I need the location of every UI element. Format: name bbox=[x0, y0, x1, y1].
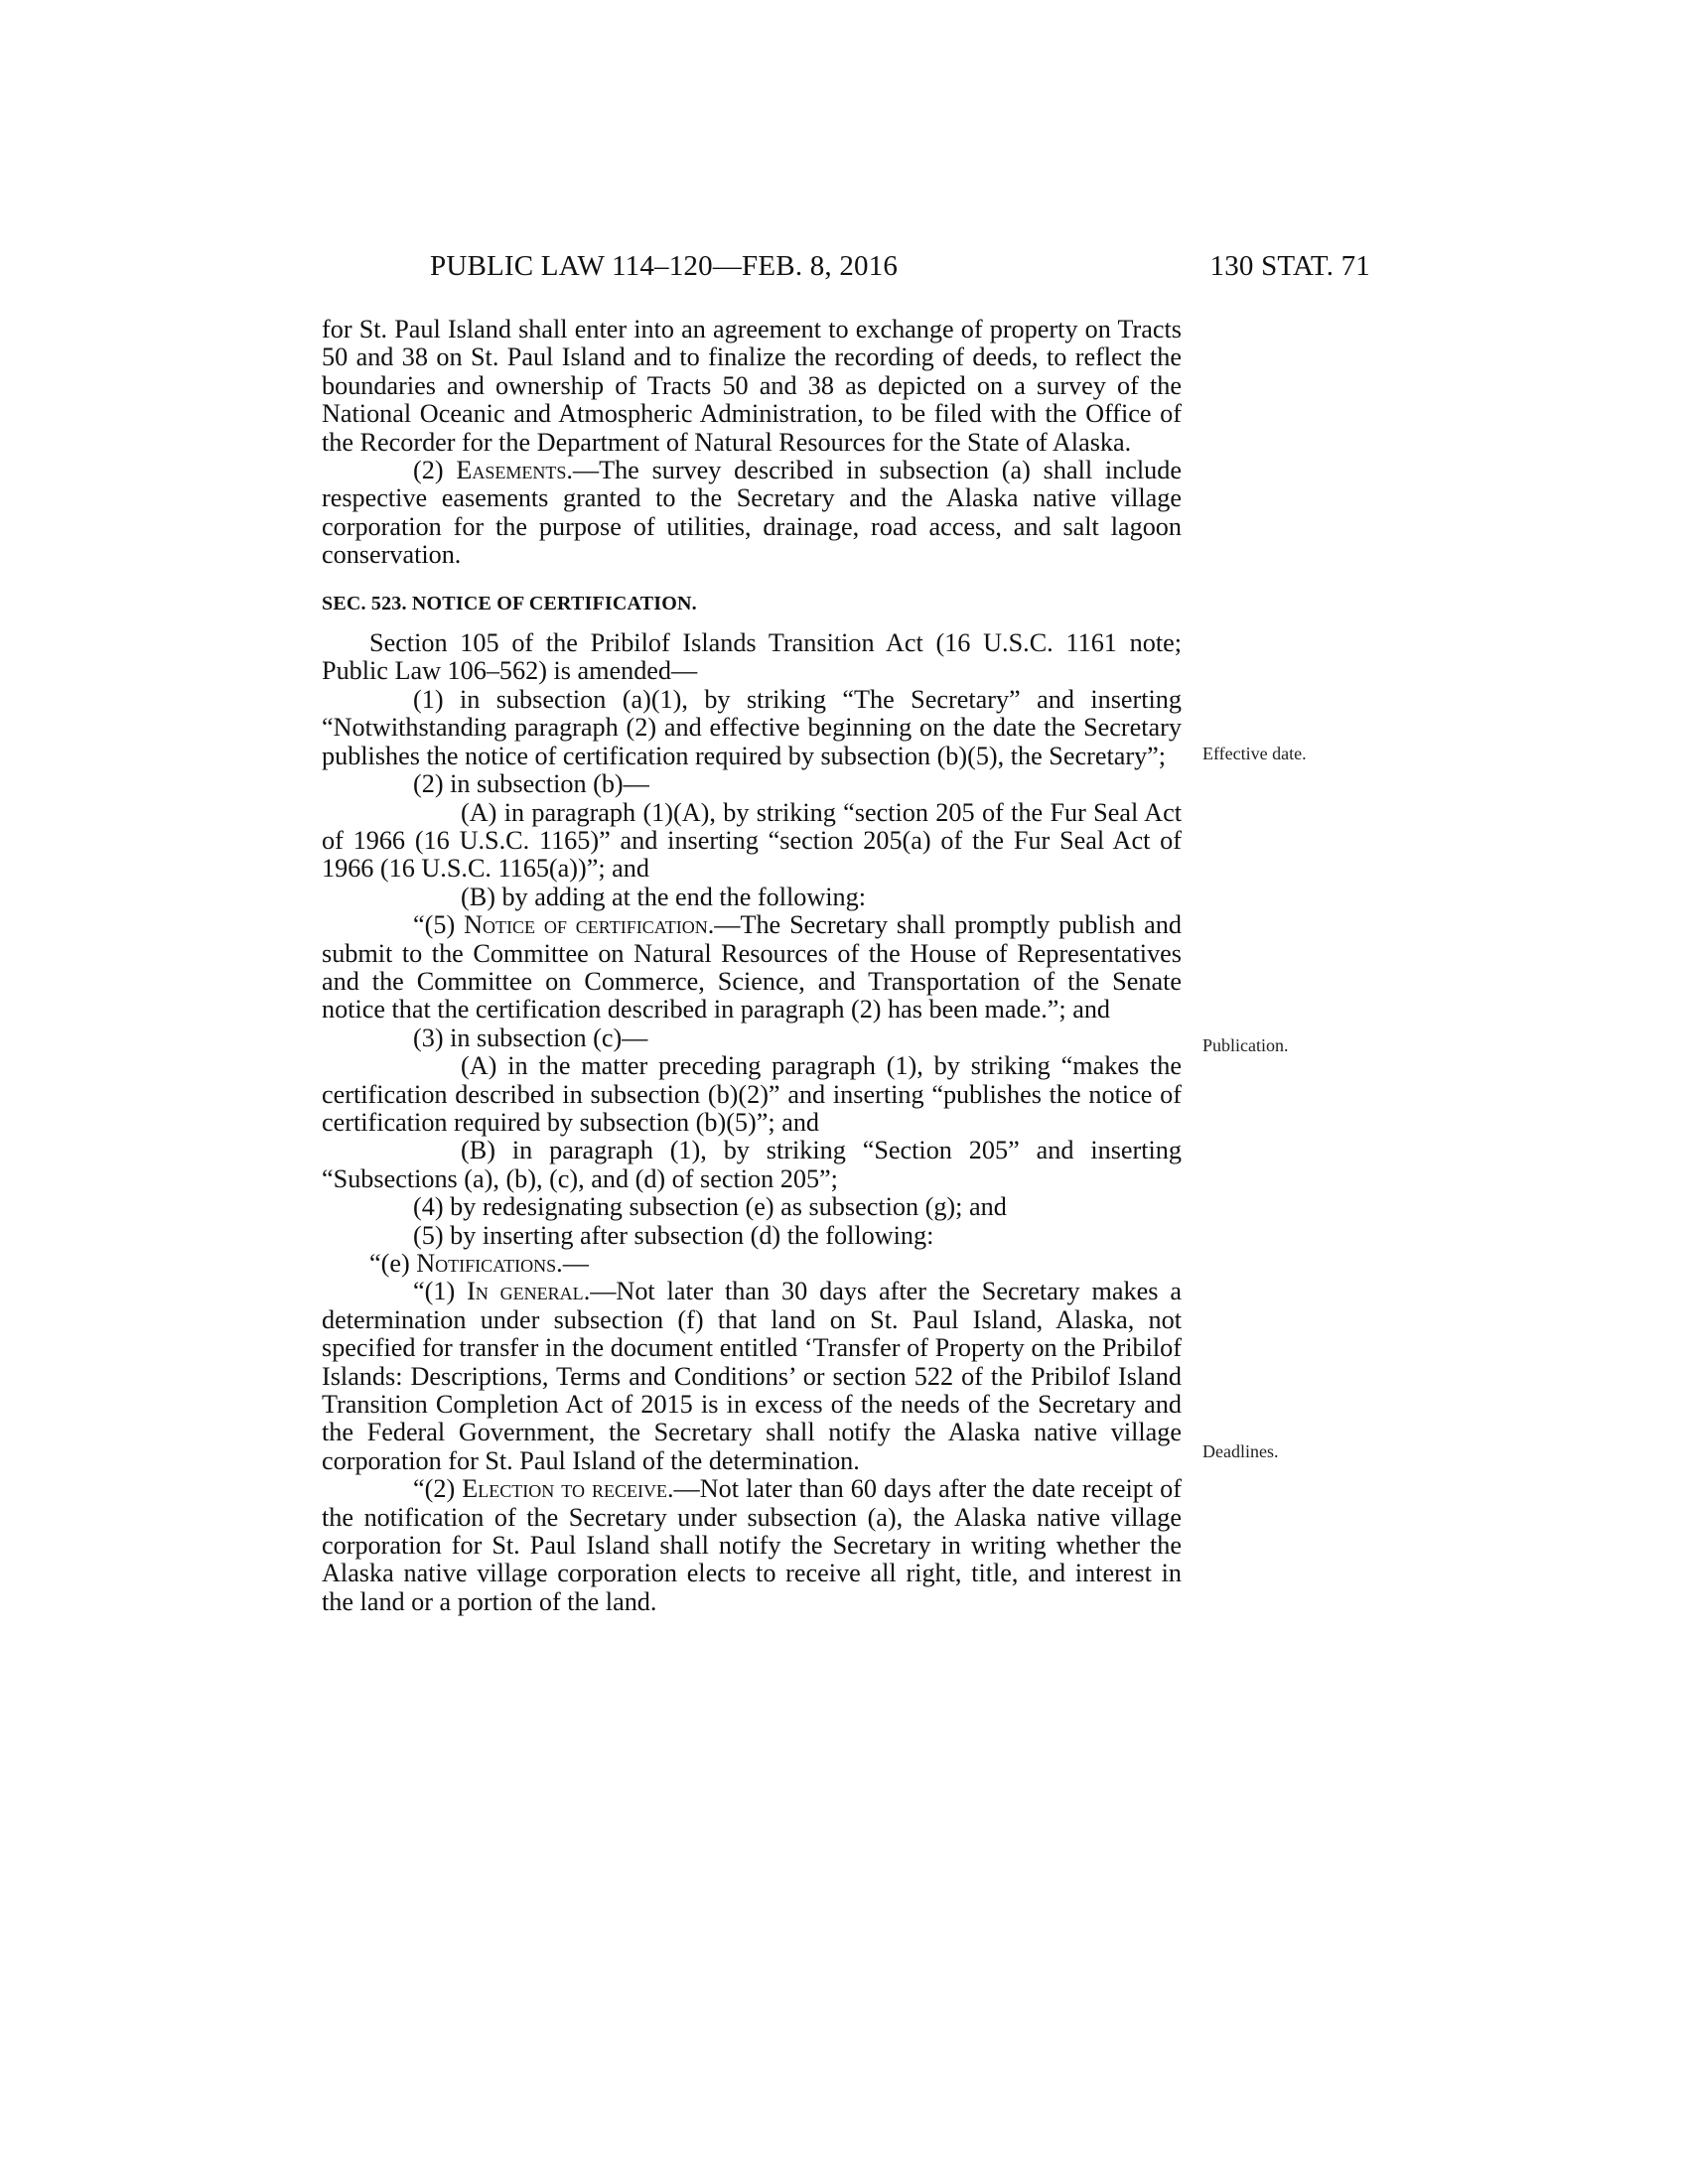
para-text: .—The survey described in subsection (a) shall include respective easements granted to the Secretary and the Alaska native village corporation for the purpose of utilities, drainage, road access, and salt lagoon conservation. bbox=[322, 456, 1182, 570]
amendment-3-a: (A) in the matter preceding paragraph (1), by striking “makes the certification described in subsection (b)(2)” and inserting “publishes the notice of certification required by subsection (b)(5)”; and bbox=[322, 1051, 1182, 1137]
amendment-3: (3) in subsection (c)— bbox=[413, 1023, 648, 1052]
para-number: “(e) bbox=[369, 1249, 417, 1278]
section-intro: Section 105 of the Pribilof Islands Transition Act (16 U.S.C. 1161 note; Public Law 106–562) is amended— bbox=[322, 628, 1182, 686]
para-heading: Notifications bbox=[416, 1249, 557, 1278]
continued-paragraph: for St. Paul Island shall enter into an agreement to exchange of property on Tracts 50 and 38 on St. Paul Island and to finalize the recording of deeds, to reflect the boundaries and ownership of Tracts 50 and 38 as depicted on a survey of the National Oceanic and Atmospheric Administration, to be filed with the Office of the Recorder for the Department of Natural Resources for the State of Alaska. bbox=[322, 315, 1182, 457]
running-head: PUBLIC LAW 114–120—FEB. 8, 2016 bbox=[430, 250, 899, 282]
notifications-heading bbox=[322, 1250, 1182, 1278]
amendment-4: (4) by redesignating subsection (e) as subsection (g); and bbox=[413, 1192, 1007, 1222]
page-number: 130 STAT. 71 bbox=[1209, 250, 1370, 282]
margin-note-deadlines: Deadlines. bbox=[1202, 1441, 1279, 1461]
para-number: “(2) bbox=[413, 1474, 463, 1504]
para-heading: Election to receive bbox=[462, 1474, 667, 1504]
amendment-3-b: (B) in paragraph (1), by striking “Section 205” and inserting “Subsections (a), (b), (c), and (d) of section 205”; bbox=[322, 1136, 1182, 1193]
amendment-1: (1) in subsection (a)(1), by striking “The Secretary” and inserting “Notwithstanding paragraph (2) and effective beginning on the date the Secretary publishes the notice of certification required by subsection (b)(5), the Secretary”; bbox=[322, 684, 1182, 770]
running-header bbox=[328, 250, 1370, 290]
easements-paragraph bbox=[322, 457, 1182, 570]
para-text: .—Not later than 60 days after the date receipt of the notification of the Secretary under subsection (a), the Alaska native village corporation for St. Paul Island shall notify the Secretary in writing whether the Alaska native village corporation elects to receive all right, title, and interest in the land or a portion of the land. bbox=[322, 1474, 1182, 1616]
para-heading: Notice of certification bbox=[464, 910, 708, 940]
amendment-5: (5) by inserting after subsection (d) the following: bbox=[413, 1220, 934, 1250]
para-number: “(1) bbox=[413, 1277, 468, 1306]
in-general-paragraph bbox=[322, 1278, 1182, 1475]
margin-note-publication: Publication. bbox=[1202, 1035, 1289, 1055]
para-text: .— bbox=[556, 1249, 589, 1278]
margin-note-effective-date: Effective date. bbox=[1202, 744, 1307, 763]
para-heading: In general bbox=[467, 1277, 584, 1306]
amendment-2: (2) in subsection (b)— bbox=[413, 769, 649, 799]
amendment-2-a: (A) in paragraph (1)(A), by striking “section 205 of the Fur Seal Act of 1966 (16 U.S.C. 1165)” and inserting “section 205(a) of the Fur Seal Act of 1966 (16 U.S.C. 1165(a))”; and bbox=[322, 797, 1182, 884]
section-heading: SEC. 523. NOTICE OF CERTIFICATION. bbox=[322, 592, 697, 614]
election-to-receive-paragraph bbox=[322, 1475, 1182, 1616]
para-heading: Easements bbox=[456, 456, 567, 485]
para-number: (2) bbox=[413, 456, 457, 485]
amendment-2-b: (B) by adding at the end the following: bbox=[461, 882, 867, 911]
page-body bbox=[322, 316, 1182, 1616]
notice-of-certification-paragraph bbox=[322, 911, 1182, 1024]
para-text: .—Not later than 30 days after the Secretary makes a determination under subsection (f) that land on St. Paul Island, Alaska, not specified for transfer in the document entitled ‘Transfer of Property on the Pribilof Islands: Descriptions, Terms and Conditions’ or section 522 of the Pribilof Island Transition Completion Act of 2015 is in excess of the needs of the Secretary and the Federal Government, the Secretary shall notify the Alaska native village corporation for St. Paul Island of the determination. bbox=[322, 1277, 1182, 1475]
para-text: .—The Secretary shall promptly publish and submit to the Committee on Natural Resources of the House of Representatives and the Committee on Commerce, Science, and Transportation of the Senate notice that the certification described in paragraph (2) has been made.”; and bbox=[322, 910, 1182, 1024]
para-number: “(5) bbox=[413, 910, 465, 940]
